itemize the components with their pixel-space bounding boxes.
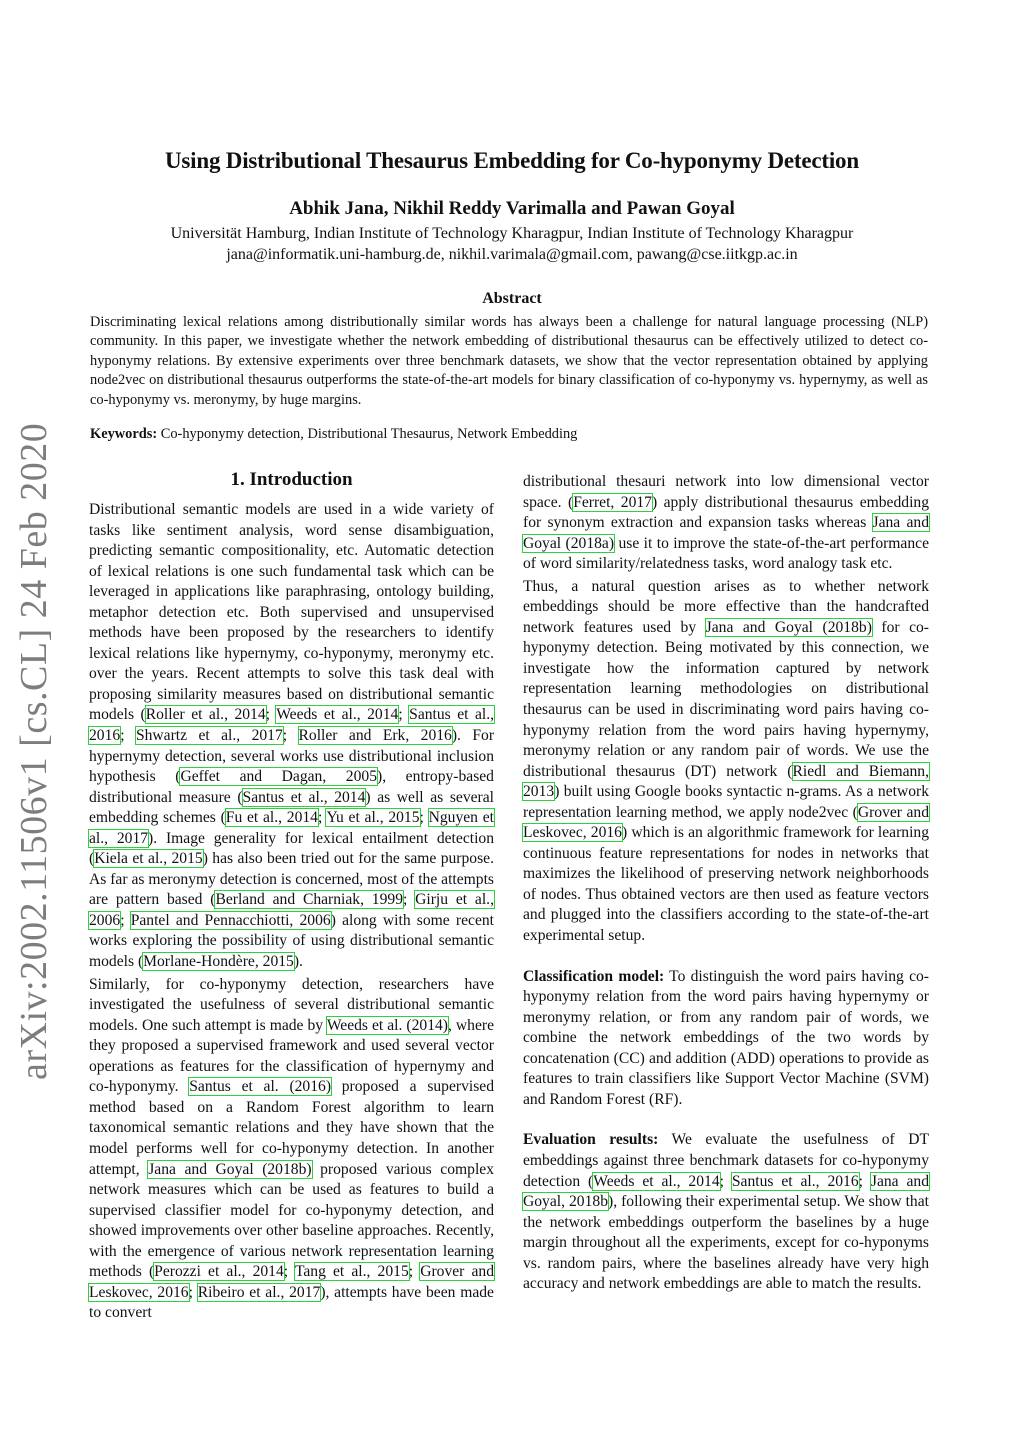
text-run: ; bbox=[408, 1263, 421, 1281]
text-run: ) has also been tried out for the same purpose. As far as meronymy detection is concerned, most of the attempts are pattern based ( bbox=[89, 850, 494, 909]
keywords-label: Keywords: bbox=[90, 426, 158, 442]
citation-link[interactable]: Santus et al., 2014 bbox=[242, 788, 366, 806]
citation-link[interactable]: Grover and Leskovec, 2016 bbox=[523, 803, 929, 842]
citation-link[interactable]: Ribeiro et al., 2017 bbox=[197, 1283, 321, 1301]
intro-paragraph-1 bbox=[89, 500, 494, 973]
text-run: proposed various complex network measures which can be used as features to build a supervised classifier model for co-hyponymy detection, and showed improvements over other baseline approaches. Recently, with the emergence of various network representation learning methods ( bbox=[89, 1160, 494, 1281]
text-run: To distinguish the word pairs having co-hyponymy relation from the word pairs having hypernymy or meronymy relation, or from any random pair of words, we combine the network embeddings of the two words by concatenation (CC) and addition (ADD) operations to provide as features to train classifiers like Support Vector Machine (SVM) and Random Forest (RF). bbox=[523, 967, 929, 1108]
text-run: for co-hyponymy detection. Being motivated by this connection, we investigate how the information captured by network representation learning methodologies on distributional thesaurus can be used in discriminating word pairs having co-hyponymy relation from the word pairs having hypernymy, meronymy relation or any random pair of words. We use the distributional thesaurus (DT) network ( bbox=[523, 618, 929, 780]
run-in-heading: Evaluation results: bbox=[523, 1131, 659, 1149]
citation-link[interactable]: Nguyen et al., 2017 bbox=[89, 809, 494, 847]
text-run: ) apply distributional thesaurus embedding for synonym extraction and expansion tasks whereas bbox=[523, 493, 929, 532]
text-run: Thus, a natural question arises as to whether network embeddings should be more effective than the handcrafted network features used by bbox=[523, 577, 929, 636]
citation-link[interactable]: Ferret, 2017 bbox=[573, 493, 652, 511]
citation-link[interactable]: Yu et al., 2015 bbox=[326, 809, 420, 827]
text-run: ; bbox=[317, 809, 327, 827]
text-run: ; bbox=[419, 809, 429, 827]
citation-link[interactable]: Kiela et al., 2015 bbox=[94, 850, 203, 868]
text-run: ; bbox=[398, 706, 410, 724]
citation-link[interactable]: Weeds et al., 2014 bbox=[276, 706, 399, 724]
abstract-text: Discriminating lexical relations among distributionally similar words has always been a challenge for natural language processing (NLP) community. In this paper, we investigate whether the network embedding of distributional thesaurus can be effectively utilized to detect co-hyponymy relations. By extensive experiments over three benchmark datasets, we show that the vector representation obtained by applying node2vec on distributional thesaurus outperforms the state-of-the-art models for binary classification of co-hyponymy vs. hypernymy, as well as co-hyponymy vs. meronymy, by huge margins. bbox=[90, 314, 928, 408]
text-run: ; bbox=[282, 727, 299, 745]
citation-link[interactable]: Weeds et al., 2014 bbox=[593, 1172, 720, 1190]
citation-link[interactable]: Santus et al. (2016) bbox=[189, 1078, 332, 1096]
text-run: ) as well as several embedding schemes ( bbox=[89, 788, 494, 827]
affiliations: Universität Hamburg, Indian Institute of Technology Kharagpur, Indian Institute of Technology Kharagpur bbox=[170, 225, 854, 242]
text-run: ) built using Google books syntactic n-grams. As a network representation learning method, we apply node2vec ( bbox=[523, 783, 929, 821]
text-run: ; bbox=[719, 1172, 732, 1190]
intro-paragraph-3 bbox=[523, 472, 929, 575]
citation-link[interactable]: Tang et al., 2015 bbox=[294, 1263, 409, 1281]
citation-link[interactable]: Perozzi et al., 2014 bbox=[154, 1263, 284, 1281]
citation-link[interactable]: Pantel and Pennacchiotti, 2006 bbox=[130, 911, 331, 929]
text-run: , where they proposed a supervised framework and used several vector operations as features for the classification of hypernymy and co-hyponymy. bbox=[89, 1016, 494, 1096]
text-run: We evaluate the usefulness of DT embeddings against three benchmark datasets for co-hyponymy detection ( bbox=[523, 1131, 930, 1190]
arxiv-identifier: arXiv:2002.11506v1 [cs.CL] 24 Feb 2020 bbox=[13, 422, 55, 1080]
evaluation-results-paragraph bbox=[523, 1130, 929, 1294]
text-run: ). Image generality for lexical entailment detection ( bbox=[89, 829, 494, 868]
right-column bbox=[523, 472, 929, 1295]
section-heading-introduction: 1. Introduction bbox=[230, 469, 353, 490]
abstract-heading: Abstract bbox=[482, 290, 542, 307]
classification-model-paragraph bbox=[523, 967, 929, 1111]
keywords-line bbox=[90, 426, 928, 443]
text-run: ; bbox=[120, 911, 131, 929]
paper-authors: Abhik Jana, Nikhil Reddy Varimalla and Pawan Goyal bbox=[289, 198, 735, 219]
text-run: ; bbox=[120, 727, 136, 745]
citation-link[interactable]: Jana and Goyal (2018a) bbox=[523, 514, 929, 552]
keywords-text: Co-hyponymy detection, Distributional Thesaurus, Network Embedding bbox=[160, 426, 578, 442]
citation-link[interactable]: Morlane-Hondère, 2015 bbox=[143, 953, 294, 971]
text-run: ; bbox=[283, 1263, 295, 1281]
citation-link[interactable]: Roller and Erk, 2016 bbox=[298, 727, 452, 745]
affiliation-block bbox=[80, 223, 944, 265]
text-run: ). bbox=[293, 953, 303, 971]
citation-link[interactable]: Shwartz et al., 2017 bbox=[135, 727, 283, 745]
citation-link[interactable]: Santus et al., 2016 bbox=[731, 1172, 859, 1190]
citation-link[interactable]: Geffet and Dagan, 2005 bbox=[180, 768, 377, 786]
citation-link[interactable]: Riedl and Biemann, 2013 bbox=[523, 762, 929, 801]
citation-link[interactable]: Fu et al., 2014 bbox=[225, 809, 318, 827]
citation-link[interactable]: Girju et al., 2006 bbox=[89, 891, 494, 929]
citation-link[interactable]: Jana and Goyal (2018b) bbox=[705, 618, 872, 636]
text-run: ), attempts have been made to convert bbox=[89, 1283, 494, 1322]
text-run: ), following their experimental setup. We show that the network embeddings outperform the baselines by a huge margin throughout all the experiments, except for co-hyponyms vs. random pairs, where the baselines already have very high accuracy and network embeddings are able to match the results. bbox=[523, 1193, 929, 1293]
text-run: ; bbox=[858, 1172, 871, 1190]
text-run: ; bbox=[403, 891, 416, 909]
run-in-heading: Classification model: bbox=[523, 967, 665, 985]
citation-link[interactable]: Roller et al., 2014 bbox=[145, 706, 266, 724]
citation-link[interactable]: Jana and Goyal (2018b) bbox=[148, 1160, 312, 1178]
text-run: ), entropy-based distributional measure ( bbox=[89, 768, 494, 806]
text-run: ). For hypernymy detection, several works use distributional inclusion hypothesis ( bbox=[89, 727, 495, 786]
text-run: Similarly, for co-hyponymy detection, researchers have investigated the usefulness of several distributional semantic models. One such attempt is made by bbox=[89, 975, 494, 1034]
citation-link[interactable]: Berland and Charniak, 1999 bbox=[215, 891, 403, 909]
text-run: Distributional semantic models are used in a wide variety of tasks like sentiment analysis, word sense disambiguation, predicting semantic compositionality, etc. Automatic detection of lexical relations is one such fundamental task which can be leveraged in applications like paraphrasing, ontology building, metaphor detection etc. Both supervised and unsupervised methods have been proposed by the researchers to identify lexical relations like hypernymy, co-hyponymy, meronymy etc. over the years. Recent attempts to solve this task deal with proposing similarity measures based on distributional semantic models ( bbox=[89, 501, 494, 724]
citation-link[interactable]: Weeds et al. (2014) bbox=[326, 1016, 448, 1034]
citation-link[interactable]: Grover and Leskovec, 2016 bbox=[89, 1263, 494, 1301]
text-run: ; bbox=[188, 1283, 198, 1301]
left-column bbox=[89, 500, 494, 1324]
intro-paragraph-2 bbox=[89, 975, 494, 1324]
text-run: ; bbox=[265, 706, 277, 724]
citation-link[interactable]: Jana and Goyal, 2018b bbox=[523, 1172, 929, 1211]
paper-title: Using Distributional Thesaurus Embedding for Co-hyponymy Detection bbox=[165, 148, 859, 173]
text-run: use it to improve the state-of-the-art performance of word similarity/relatedness tasks, word analogy task etc. bbox=[523, 534, 929, 573]
intro-paragraph-4 bbox=[523, 577, 929, 947]
author-emails: jana@informatik.uni-hamburg.de, nikhil.varimala@gmail.com, pawang@cse.iitkgp.ac.in bbox=[226, 246, 798, 263]
text-run: ) along with some recent works exploring the possibility of using distributional semantic models ( bbox=[89, 911, 494, 971]
citation-link[interactable]: Santus et al., 2016 bbox=[89, 706, 495, 745]
text-run: proposed a supervised method based on a Random Forest algorithm to learn taxonomical semantic relations and they have shown that the model performs well for co-hyponymy detection. In another attempt, bbox=[89, 1078, 495, 1178]
text-run: ) which is an algorithmic framework for learning continuous feature representations for nodes in networks that maximizes the likelihood of preserving network neighborhoods of nodes. Thus obtained vectors are then used as feature vectors and plugged into the classifiers according to the state-of-the-art experimental setup. bbox=[523, 824, 929, 945]
text-run: distributional thesauri network into low dimensional vector space. ( bbox=[523, 473, 929, 511]
